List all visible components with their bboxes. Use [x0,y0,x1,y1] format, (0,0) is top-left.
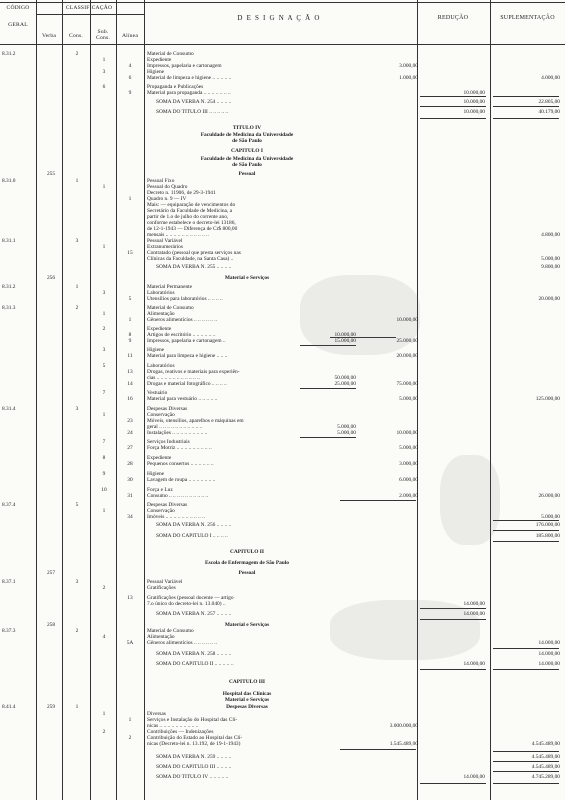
row-designacao: SOMA DO CAPITULO I .. .. .. .. [156,533,228,539]
row-value-partial: 25.000,00 [334,381,356,387]
table-row [0,601,565,610]
row-reducao: 14.000,00 [463,774,485,780]
table-row [0,560,565,569]
row-alinea: 14 [127,381,133,387]
row-designacao: Vestuário [147,390,168,396]
row-designacao: Material e Serviços [224,622,270,628]
row-alinea: 1 [128,717,132,723]
row-sub-cons: 2 [102,729,106,735]
row-designacao: mensais .. .. .. .. .. .. .. .. .. .. .. [147,232,209,238]
table-row [0,651,565,660]
row-suplementacao: 20.000,00 [538,296,560,302]
row-cons: 1 [75,704,79,710]
row-designacao: Artigos de escritório .. .. .. .. .. .. [147,332,216,338]
row-sub-cons: 1 [102,57,106,63]
row-alinea: 28 [127,461,133,467]
row-designacao: Contribuição do Estado ao Hospital das Clí- [147,735,243,741]
row-designacao: SOMA DO CAPITULO II .. .. .. .. .. [156,661,234,667]
header-verba: Verba [41,33,57,39]
row-designacao: SOMA DO CAPITULO III .. .. .. .. [156,764,232,770]
table-row [0,661,565,670]
row-designacao: nicas (Decreto-lei n. 13.192, de 19-1-1943) [147,741,241,747]
row-sub-cons: 1 [102,184,106,190]
row-designacao: Pessoal [238,570,256,576]
row-suplementacao: 125.000,00 [535,396,560,402]
row-value-subtotal: 10.000,00 [396,430,418,436]
row-designacao: Lavagem de roupa .. .. .. .. .. .. .. [147,477,216,483]
table-row [0,338,565,347]
total-rule [420,783,486,784]
table-row [0,741,565,750]
row-sub-cons: 1 [102,412,106,418]
row-sub-cons: 4 [102,634,106,640]
row-sub-cons: 6 [102,84,106,90]
row-designacao: Faculdade de Medicina da Universidade [200,132,294,138]
row-designacao: de São Paulo [232,162,262,168]
row-suplementacao: 4.000,00 [541,75,560,81]
row-value-subtotal: 75.000,00 [396,381,418,387]
row-designacao: Material e Serviços [224,697,270,703]
row-sub-cons: 10 [101,487,107,493]
row-verba: 256 [46,275,56,281]
table-row [0,754,565,763]
row-designacao: Propaganda e Publicações [147,84,204,90]
row-designacao: Alimentação [147,634,175,640]
row-value-subtotal: 3.000,00 [399,461,418,467]
row-reducao: 14.000,00 [463,611,485,617]
row-designacao: de São Paulo [232,138,262,144]
row-alinea: 1 [128,196,132,202]
row-designacao: SOMA DA VERBA N. 258 .. .. .. .. [156,651,232,657]
row-alinea: 13 [127,595,133,601]
header-codigo: CÓDIGO [6,5,30,11]
row-designacao: geral .. .. .. .. .. .. .. .. .. .. .. [147,424,203,430]
row-sub-cons: 8 [102,455,106,461]
row-sub-cons: 5 [102,363,106,369]
row-designacao: Utensílios para laboratórios .. .. .. .. [147,296,223,302]
row-designacao: de 12-1-1943 — Diferença de Cr$ 800,00 [147,226,238,232]
row-value-partial: 5.000,00 [337,424,356,430]
row-code: 8.31.2 [2,51,16,57]
row-designacao: Escola de Enfermagem de São Paulo [205,560,289,566]
row-alinea: 2 [128,735,132,741]
rule-classificacao [36,14,144,15]
row-designacao: Contribuições — Indenizações [147,729,214,735]
total-rule [493,783,559,784]
row-value-subtotal: 20.000,00 [396,353,418,359]
row-sub-cons: 1 [102,508,106,514]
table-row [0,109,565,118]
row-sub-cons: 3 [102,69,106,75]
row-reducao: 14.000,00 [463,661,485,667]
row-designacao: Material Permanente [147,284,193,290]
row-value-subtotal: 1.545.489,00 [389,741,418,747]
row-value-subtotal: 1.000,00 [399,75,418,81]
row-designacao: Conservação [147,412,175,418]
row-designacao: Conservação [147,508,175,514]
row-cons: 5 [75,502,79,508]
row-alinea: 6 [128,75,132,81]
table-row [0,162,565,171]
row-alinea: 23 [127,418,133,424]
table-row [0,296,565,305]
row-designacao: Imóveis .. .. .. .. .. .. .. .. .. .. [147,514,205,520]
header-geral: GERAL [8,22,28,28]
row-designacao: Drogas e material fotográfico .. .. .. .. [147,381,227,387]
table-row [0,461,565,470]
header-cons: Cons. [69,33,83,39]
row-value-partial: 5.000,00 [337,430,356,436]
row-designacao: SOMA DA VERBA N. 256 .. .. .. .. [156,522,232,528]
row-designacao: Pessoal [238,171,256,177]
row-designacao: Contratado (pessoal que presta serviços nas [147,250,241,256]
row-alinea: 34 [127,514,133,520]
row-designacao: SOMA DA VERBA N. 259 .. .. .. .. [156,754,232,760]
header-suplementacao: SUPLEMENTAÇÃO [500,15,555,21]
row-sub-cons: 1 [102,311,106,317]
row-verba: 255 [46,171,56,177]
row-designacao: Consumo .. .. .. .. .. .. .. .. .. .. [147,493,209,499]
row-designacao: Serviços e Instalação do Hospital das Clí- [147,717,238,723]
row-suplementacao: 14.000,00 [538,651,560,657]
row-suplementacao: 4.545.489,00 [531,754,560,760]
row-cons: 2 [75,305,79,311]
row-suplementacao: 4.545.489,00 [531,764,560,770]
row-alinea: 4 [128,63,132,69]
row-value-subtotal: 5.000,00 [399,396,418,402]
row-value-subtotal: 3.000,00 [399,63,418,69]
row-designacao: Diversas [147,711,166,717]
row-alinea: 24 [127,430,133,436]
row-designacao: Material para vestuário .. .. .. .. .. [147,396,218,402]
row-designacao: SOMA DA VERBA N. 254 .. .. .. .. [156,99,232,105]
row-suplementacao: 14.000,00 [538,661,560,667]
row-value-subtotal: 25.000,00 [396,338,418,344]
header-designacao: D E S I G N A Ç Ã O [237,14,321,22]
total-rule [493,118,559,119]
table-row [0,477,565,486]
row-designacao: Gêneros alimentícios .. .. .. .. .. .. [147,640,217,646]
row-reducao: 10.000,00 [463,109,485,115]
row-suplementacao: 4.545.489,00 [531,741,560,747]
row-alinea: 5A [126,640,134,646]
table-row [0,99,565,108]
row-sub-cons: 7 [102,439,106,445]
row-cons: 2 [75,51,79,57]
row-verba: 259 [46,704,56,710]
header-reducao: REDUÇÃO [437,15,469,21]
row-designacao: Faculdade de Medicina da Universidade [200,156,294,162]
row-designacao: Pessoal Fixo [147,178,175,184]
row-designacao: Material de Consumo [147,628,194,634]
row-sub-cons: 1 [102,711,106,717]
row-code: 8.41.4 [2,704,16,710]
row-code: 8.31.3 [2,305,16,311]
row-designacao: SOMA DO TITULO IV .. .. .. .. .. [156,774,229,780]
table-row [0,549,565,558]
row-designacao: Expediente [147,455,172,461]
row-alinea: 30 [127,477,133,483]
row-designacao: nicas .. .. .. .. .. .. .. .. .. .. [147,723,199,729]
row-cons: 3 [75,238,79,244]
table-row [0,611,565,620]
row-designacao: Gêneros alimentícios .. .. .. .. .. .. [147,317,217,323]
table-row [0,640,565,649]
row-sub-cons: 3 [102,347,106,353]
row-suplementacao: 14.000,00 [538,640,560,646]
table-row [0,585,565,594]
row-alinea: 16 [127,396,133,402]
row-value-partial: 15.000,00 [334,338,356,344]
table-row [0,764,565,773]
table-row [0,493,565,502]
row-value-subtotal: 10.000,00 [396,317,418,323]
row-designacao: SOMA DA VERBA N. 255 .. .. .. .. [156,264,232,270]
row-designacao: Material de Consumo [147,51,194,57]
row-sub-cons: 2 [102,326,106,332]
row-designacao: Higiene [147,347,165,353]
row-designacao: 7.o único do decreto-lei n. 13.040) .. [147,601,226,607]
row-alinea: 8 [128,332,132,338]
row-alinea: 15 [127,250,133,256]
row-suplementacao: 4.745.289,00 [531,774,560,780]
row-designacao: Secretário da Faculdade de Medicina, a [147,208,233,214]
row-code: 8.31.1 [2,238,16,244]
row-suplementacao: 176.000,00 [535,522,560,528]
row-reducao: 10.000,00 [463,99,485,105]
row-value-subtotal: 5.000,00 [399,445,418,451]
table-row [0,445,565,454]
row-verba: 258 [46,622,56,628]
row-code: 8.31.2 [2,284,16,290]
row-alinea: 9 [128,338,132,344]
row-value-subtotal: 6.000,00 [399,477,418,483]
row-designacao: Força Motriz .. .. .. .. .. .. .. .. .. [147,445,212,451]
row-alinea: 9 [128,90,132,96]
row-cons: 1 [75,284,79,290]
row-code: 8.37.3 [2,628,16,634]
row-designacao: Drogas, reativos e materiais para experiên- [147,369,240,375]
row-designacao: Quadro n. 9 — IV [147,196,187,202]
row-designacao: Extranumerários [147,244,183,250]
row-suplementacao: 4.800,00 [541,232,560,238]
row-suplementacao: 5.000,00 [541,256,560,262]
row-designacao: CAPITULO III [228,679,266,685]
row-designacao: Pessoal Variável [147,579,183,585]
row-suplementacao: 185.800,00 [535,533,560,539]
row-designacao: Higiene [147,69,165,75]
table-row [0,381,565,390]
row-designacao: Laboratórios [147,363,175,369]
row-designacao: Mais: — equiparação de vencimentos do [147,202,236,208]
table-row [0,317,565,326]
table-row [0,774,565,783]
row-designacao: CAPITULO I [231,148,263,154]
row-designacao: Material de Consumo [147,305,194,311]
row-designacao: Despesas Diversas [147,502,188,508]
row-reducao: 10.000,00 [463,90,485,96]
row-cons: 3 [75,579,79,585]
row-alinea: 1 [128,317,132,323]
row-code: 8.37.4 [2,502,16,508]
row-alinea: 27 [127,445,133,451]
row-sub-cons: 2 [102,585,106,591]
table-row [0,75,565,84]
row-designacao: conforme estabelece o decreto-lei 13186, [147,220,236,226]
row-alinea: 13 [127,369,133,375]
row-designacao: Despesas Diversas [226,704,268,710]
rule-header-bottom [0,44,565,45]
row-cons: 1 [75,178,79,184]
row-designacao: Gratificações [147,585,176,591]
row-designacao: Expediente [147,326,172,332]
row-alinea: 5 [128,296,132,302]
row-designacao: CAPITULO II [230,549,264,555]
row-designacao: Decreto n. 11906, de 29-3-1941 [147,190,216,196]
row-designacao: Impressos, papelaria e cartonagem [147,63,222,69]
row-code: 8.31.0 [2,178,16,184]
row-value-partial: 50.000,00 [334,375,356,381]
row-designacao: Pequenos consertos .. .. .. .. .. .. [147,461,214,467]
total-rule [420,118,486,119]
row-designacao: Expediente [147,57,172,63]
row-sub-cons: 3 [102,290,106,296]
row-sub-cons: 1 [102,244,106,250]
table-row [0,353,565,362]
table-row [0,90,565,99]
row-designacao: SOMA DA VERBA N. 257 .. .. .. .. [156,611,232,617]
table-row [0,570,565,579]
row-designacao: Serviços Industriais [147,439,190,445]
row-designacao: Higiene [147,471,165,477]
row-designacao: Despesas Diversas [147,406,188,412]
row-designacao: Pessoal Variável [147,238,183,244]
table-row [0,138,565,147]
row-designacao: Móveis, utensílios, aparelhos e máquinas em [147,418,244,424]
row-designacao: Alimentação [147,311,175,317]
row-suplementacao: 5.000,00 [541,514,560,520]
row-sub-cons: 9 [102,471,106,477]
row-cons: 2 [75,628,79,634]
row-alinea: 31 [127,493,133,499]
row-code: 8.37.1 [2,579,16,585]
row-designacao: Pessoal do Quadro [147,184,188,190]
header-alinea: Alínea [121,33,139,39]
row-designacao: Material e Serviços [224,275,270,281]
header-classificacao: CLASSIFICAÇÃO [65,5,113,11]
row-suplementacao: 26.000,00 [538,493,560,499]
table-row [0,679,565,688]
row-designacao: Laboratórios [147,290,175,296]
table-row [0,264,565,273]
row-cons: 3 [75,406,79,412]
table-row [0,533,565,542]
row-designacao: Impressos, papelaria e cartonagem .. [147,338,226,344]
header-sub-cons: Sub. Cons. [96,29,110,41]
table-row [0,430,565,439]
row-suplementacao: 22.805,00 [538,99,560,105]
row-verba: 257 [46,570,56,576]
row-value-subtotal: 2.000,00 [399,493,418,499]
row-designacao: TITULO IV [232,125,262,131]
row-designacao: partir de 1.o de julho do corrente ano, [147,214,229,220]
row-designacao: Material de limpeza e higiene .. .. .. .. .. [147,75,232,81]
row-designacao: Instalações .. .. .. .. .. .. .. .. .. [147,430,208,436]
row-alinea: 11 [127,353,133,359]
row-designacao: Força e Luz [147,487,173,493]
row-designacao: cias .. .. .. .. .. .. .. .. .. .. .. [147,375,200,381]
row-code: 8.31.4 [2,406,16,412]
row-designacao: Hospital das Clínicas [222,691,272,697]
row-designacao: Clínicas da Faculdade, na Santa Casa) .. [147,256,234,262]
row-designacao: Material para propaganda .. .. .. .. .. .. .. [147,90,231,96]
row-value-partial: 10.000,00 [334,332,356,338]
row-designacao: Gratificações (pessoal docente — artigo [147,595,234,601]
row-value-subtotal: 3.000.000,00 [389,723,418,729]
table-row [0,275,565,284]
row-designacao: Material para limpeza e higiene .. .. .. [147,353,228,359]
row-suplementacao: 9.800,00 [541,264,560,270]
total-rule [493,751,559,752]
table-row [0,522,565,531]
row-suplementacao: 40.179,00 [538,109,560,115]
row-sub-cons: 7 [102,390,106,396]
table-row [0,396,565,405]
row-reducao: 14.000,00 [463,601,485,607]
row-designacao: SOMA DO TITULO III .. .. .. .. .. [156,109,229,115]
rule-top [0,2,565,3]
